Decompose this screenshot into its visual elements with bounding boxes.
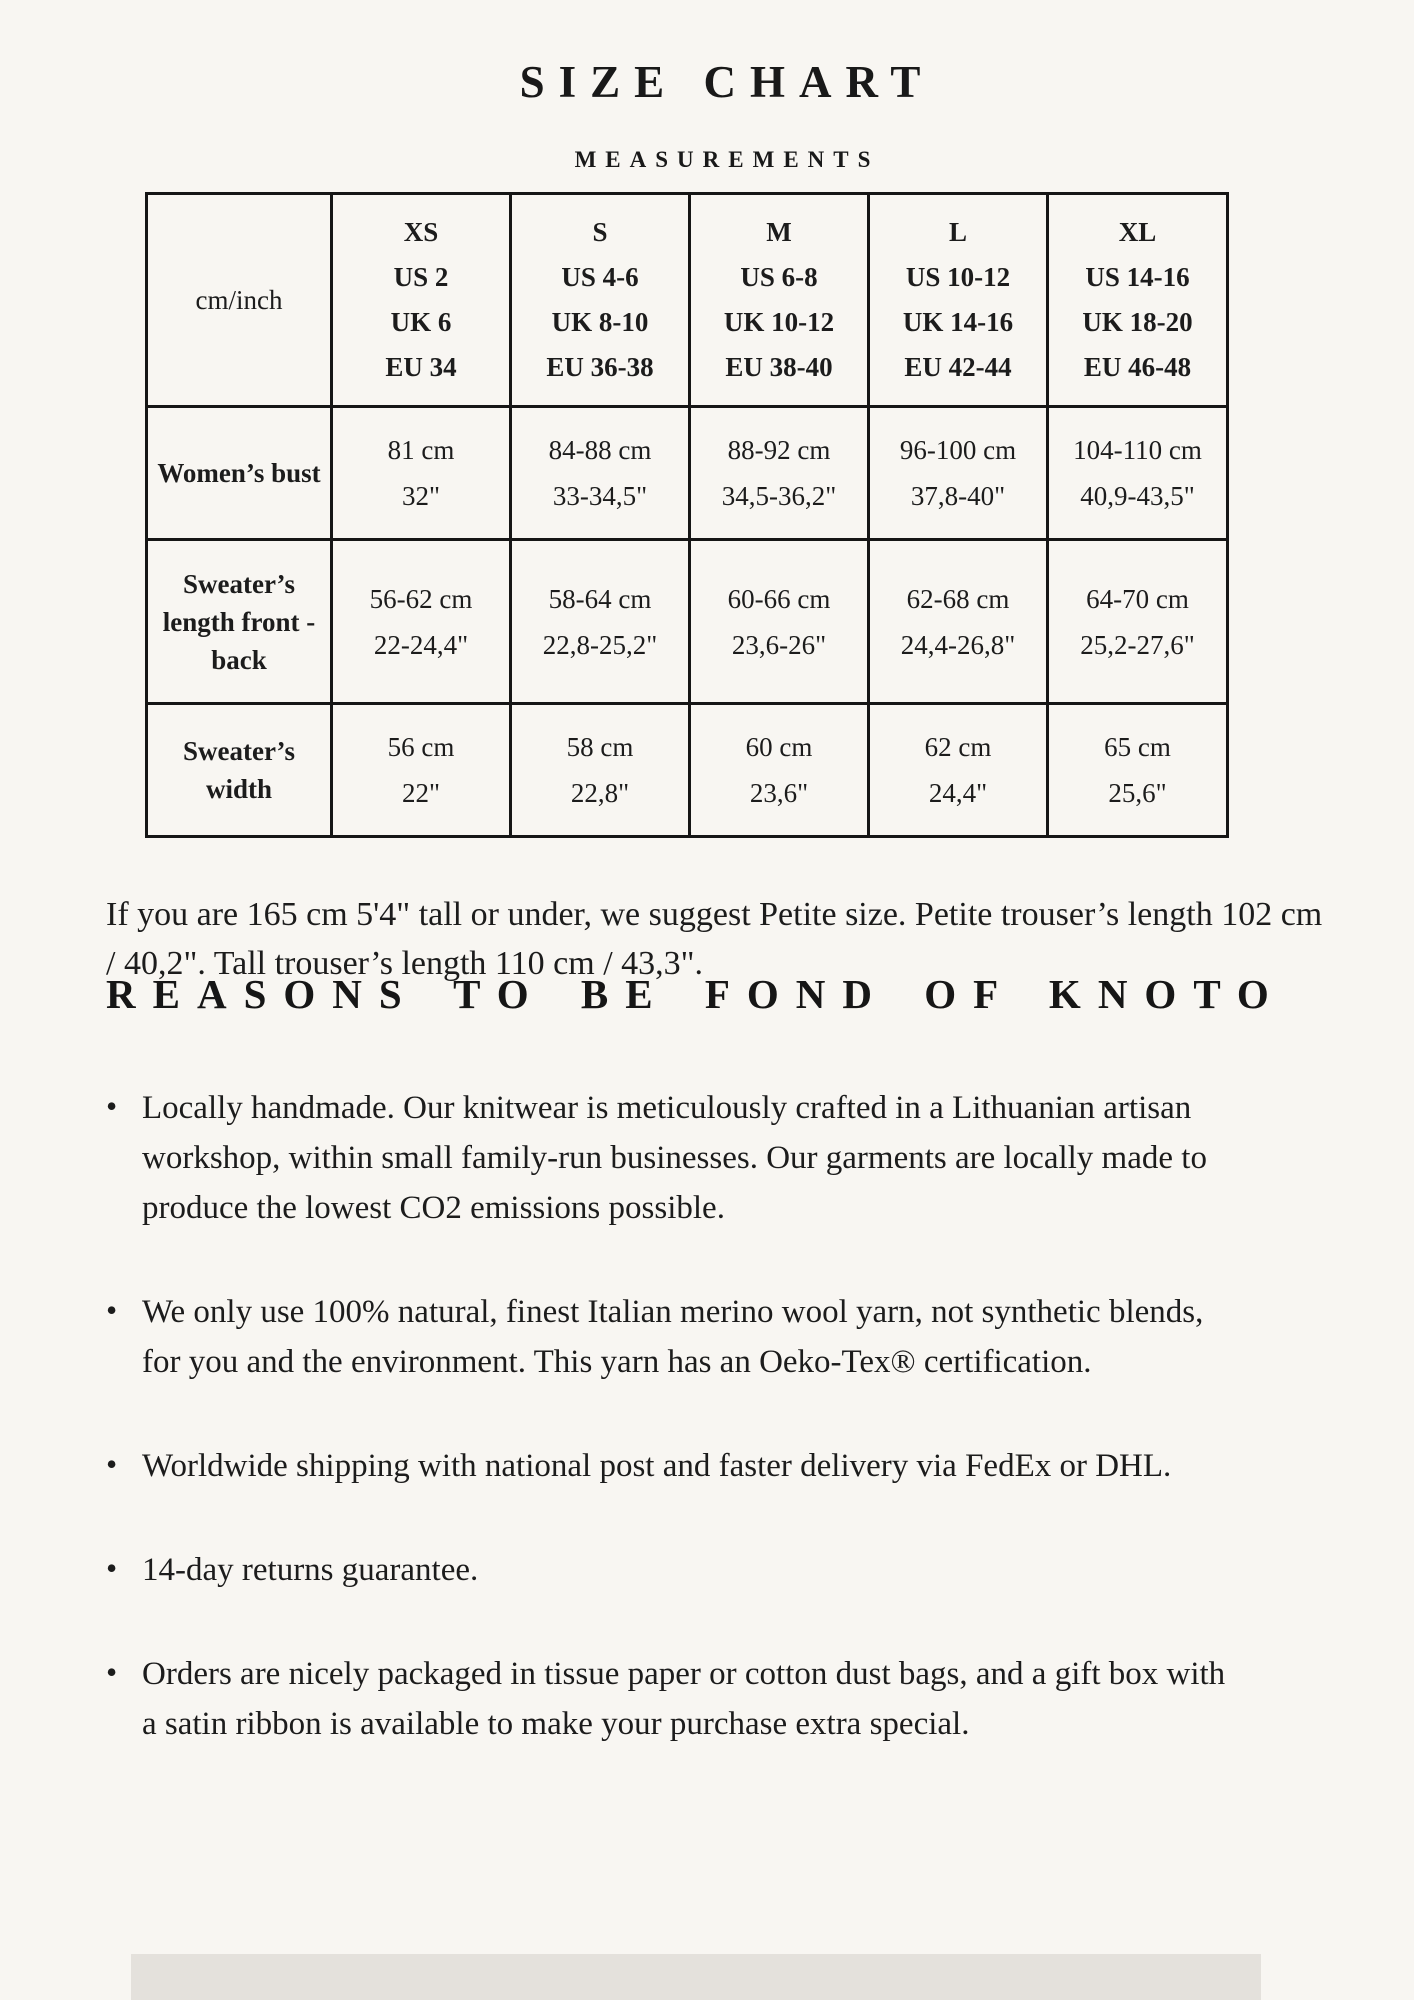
measurement-cell: [1048, 704, 1228, 837]
inch-value: 33-34,5": [552, 481, 648, 511]
measurement-cell: [1048, 407, 1228, 540]
row-label: Sweater’s width: [183, 736, 295, 804]
uk-size: UK 10-12: [723, 307, 835, 337]
inch-value: 23,6-26": [731, 629, 827, 660]
unit-label-cell: [147, 194, 332, 407]
row-label-cell: [147, 407, 332, 540]
inch-value: 22,8-25,2": [542, 629, 658, 660]
size-header-s: [511, 194, 690, 407]
inch-value: 37,8-40": [910, 481, 1006, 511]
cm-value: 56 cm: [387, 732, 455, 762]
reason-item-returns-guarantee: [106, 1545, 1236, 1595]
inch-value: 23,6": [749, 778, 809, 808]
cm-value: 84-88 cm: [548, 435, 652, 465]
eu-size: EU 38-40: [725, 352, 833, 382]
cm-value: 62-68 cm: [906, 583, 1010, 614]
uk-size: UK 14-16: [902, 307, 1014, 337]
reason-text: 14-day returns guarantee.: [142, 1552, 479, 1588]
table-row-sweaters-length: [147, 540, 1228, 704]
size-chart-table: [145, 192, 1229, 838]
cm-value: 58 cm: [566, 732, 634, 762]
us-size: US 2: [393, 262, 449, 292]
bullet-icon: •: [106, 1088, 118, 1124]
table-header-row: [147, 194, 1228, 407]
size-header-xl: [1048, 194, 1228, 407]
page-subtitle: MEASUREMENTS: [574, 147, 880, 172]
footer-bar: [131, 1954, 1261, 2000]
table-row-womens-bust: [147, 407, 1228, 540]
reasons-list: [106, 1083, 1236, 1749]
reasons-heading: REASONS TO BE FOND OF KNOTO: [106, 971, 1286, 1017]
us-size: US 10-12: [905, 262, 1011, 292]
size-name: XS: [403, 217, 439, 247]
row-label-cell: [147, 540, 332, 704]
cm-value: 58-64 cm: [548, 583, 652, 614]
inch-value: 22-24,4": [373, 629, 469, 660]
measurement-cell: [690, 540, 869, 704]
unit-label: cm/inch: [195, 284, 283, 315]
measurement-cell: [1048, 540, 1228, 704]
uk-size: UK 6: [390, 307, 452, 337]
inch-value: 40,9-43,5": [1080, 481, 1195, 511]
us-size: US 14-16: [1085, 262, 1190, 292]
inch-value: 24,4-26,8": [900, 629, 1016, 660]
uk-size: UK 18-20: [1082, 307, 1193, 337]
inch-value: 22,8": [570, 778, 630, 808]
reason-item-worldwide-shipping: [106, 1441, 1236, 1491]
measurement-cell: [511, 704, 690, 837]
row-label-cell: [147, 704, 332, 837]
cm-value: 96-100 cm: [899, 435, 1017, 465]
size-header-m: [690, 194, 869, 407]
cm-value: 65 cm: [1104, 732, 1171, 762]
eu-size: EU 36-38: [546, 352, 654, 382]
measurement-cell: [332, 407, 511, 540]
inch-value: 32": [401, 481, 441, 511]
cm-value: 64-70 cm: [1086, 583, 1189, 614]
uk-size: UK 8-10: [551, 307, 649, 337]
bullet-icon: •: [106, 1550, 118, 1586]
cm-value: 60-66 cm: [727, 583, 831, 614]
row-label: Women’s bust: [157, 458, 321, 488]
eu-size: EU 46-48: [1083, 352, 1192, 382]
measurement-cell: [869, 704, 1048, 837]
us-size: US 4-6: [561, 262, 639, 292]
bullet-icon: •: [106, 1446, 118, 1482]
eu-size: EU 42-44: [904, 352, 1012, 382]
cm-value: 62 cm: [924, 732, 992, 762]
inch-value: 24,4": [928, 778, 988, 808]
reason-text: Orders are nicely packaged in tissue paper or cotton dust bags, and a gift box with a satin ribbon is available to make your purchase extra special.: [142, 1656, 1226, 1742]
measurement-cell: [332, 704, 511, 837]
reason-item-packaging: [106, 1649, 1236, 1749]
cm-value: 56-62 cm: [369, 583, 473, 614]
measurement-cell: [869, 540, 1048, 704]
inch-value: 22": [401, 778, 441, 808]
inch-value: 25,6": [1108, 778, 1167, 808]
reason-item-natural-yarn: [106, 1287, 1236, 1387]
reason-text: Locally handmade. Our knitwear is meticulously crafted in a Lithuanian artisan workshop, within small family-run businesses. Our garments are locally made to produce the lowest CO2 emissions possible.: [142, 1090, 1207, 1226]
measurement-cell: [690, 704, 869, 837]
cm-value: 60 cm: [745, 732, 813, 762]
bullet-icon: •: [106, 1654, 118, 1690]
measurement-cell: [332, 540, 511, 704]
measurement-cell: [511, 540, 690, 704]
reason-item-locally-handmade: [106, 1083, 1236, 1233]
bullet-icon: •: [106, 1292, 118, 1328]
measurement-cell: [511, 407, 690, 540]
inch-value: 25,2-27,6": [1080, 629, 1195, 660]
size-name: S: [592, 217, 608, 247]
measurement-cell: [869, 407, 1048, 540]
page-title: SIZE CHART: [519, 57, 935, 107]
measurement-cell: [690, 407, 869, 540]
size-header-l: [869, 194, 1048, 407]
reason-text: Worldwide shipping with national post and faster delivery via FedEx or DHL.: [142, 1448, 1172, 1484]
eu-size: EU 34: [385, 352, 457, 382]
petite-size-note: If you are 165 cm 5'4" tall or under, we suggest Petite size. Petite trouser’s length 102 cm / 40,2". Tall trouser’s length 110 cm / 43,3".: [106, 896, 1323, 982]
size-header-xs: [332, 194, 511, 407]
us-size: US 6-8: [740, 262, 818, 292]
row-label: Sweater’s length front - back: [162, 568, 316, 675]
cm-value: 104-110 cm: [1073, 435, 1202, 465]
cm-value: 81 cm: [387, 435, 455, 465]
cm-value: 88-92 cm: [727, 435, 831, 465]
reason-text: We only use 100% natural, finest Italian merino wool yarn, not synthetic blends, for you and the environment. This yarn has an Oeko-Tex® certification.: [142, 1294, 1204, 1380]
size-name: M: [766, 217, 792, 247]
inch-value: 34,5-36,2": [721, 481, 837, 511]
size-name: L: [948, 217, 967, 247]
size-name: XL: [1118, 217, 1157, 247]
table-row-sweaters-width: [147, 704, 1228, 837]
